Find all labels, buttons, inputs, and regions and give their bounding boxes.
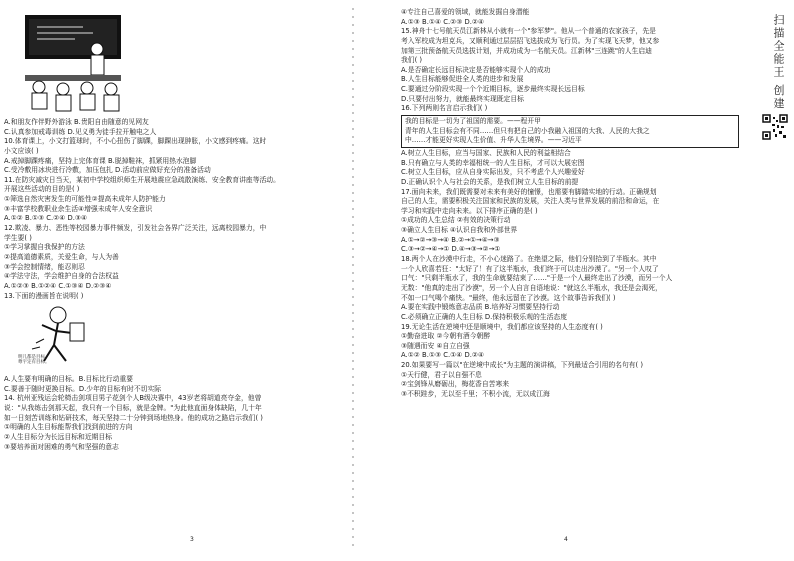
- text-line: ①勤奋进取 ②今朝有酒今朝醉: [401, 332, 491, 341]
- cartoon-caption: 明儿都是目标，尊宇定有目标。: [18, 354, 50, 366]
- text-line: ①成功的人生总结 ②有效的决策行动: [401, 216, 511, 225]
- text-line: ②提高道德素质，关爱生命，与人为善: [4, 252, 119, 261]
- text-line: C.要通过分阶段实现一个个近期目标，逐步最终实现长远目标: [401, 85, 585, 94]
- text-line: A.①→②→③→④ B.②→①→④→③: [401, 235, 500, 244]
- text-line: C.树立人生目标，应从自身实际出发，只不考虑个人兴趣爱好: [401, 168, 585, 177]
- text-line: ③要培养面对困难的勇气和坚强的意志: [4, 442, 119, 451]
- text-line: A.①③ B.①④ C.②③ D.②④: [401, 17, 485, 26]
- text-line: B.只有确立与人类的幸福相统一的人生目标，才可以大展宏图: [401, 158, 585, 167]
- text-line: 15.神舟十七号航天员江新林从小就有一个"参军梦"。他从一个普通的农家孩子，先是: [401, 27, 656, 36]
- text-line: ①天行健，君子以自强不息: [401, 370, 482, 379]
- text-line: 一个人欣喜若狂："太好了！有了这半瓶水，我们终于可以走出沙漠了。"另一个人叹了: [401, 264, 659, 273]
- text-line: D.只要付出努力，就能最终实现既定目标: [401, 94, 524, 103]
- text-line: A.是否确定长远目标决定是否能够实现个人的成功: [401, 65, 551, 74]
- text-line: A.①② B.①③ C.②④ D.③④: [4, 214, 88, 223]
- right-column: [401, 8, 753, 400]
- text-line: A.戒掉脚踝疼痛，坚持上完体育课 B.脱掉鞋袜，抓紧用热水泡脚: [4, 156, 197, 165]
- quote-box: [401, 115, 739, 148]
- text-line: ①明确的人生目标能帮我们找到前进的方向: [4, 423, 133, 432]
- quote-line: 青年的人生目标会有不同……但只有把自己的小我融入祖国的大我、人民的大我之: [405, 126, 650, 135]
- text-line: ③确立人生目标 ④认识自我和外部世界: [401, 226, 518, 235]
- text-line: A.①②③ B.①②④ C.①③④ D.②③④: [4, 281, 112, 290]
- text-line: 13.下面的漫画旨在说明( ): [4, 291, 84, 300]
- text-line: 18.两个人在沙漠中行走，不小心迷路了。在绝望之际，他们分别拾到了半瓶水。其中: [401, 255, 657, 264]
- text-line: ②人生目标分为长远目标和近期目标: [4, 433, 113, 442]
- text-line: 加第三批预备航天员选拔计划，并成功成为一名航天员。江新林"三连跳"的人生启迪: [401, 46, 652, 55]
- page-number: 4: [564, 536, 568, 543]
- right-page: [397, 0, 794, 561]
- text-line: ②宝剑锋从磨砺出，梅花香自苦寒来: [401, 380, 510, 389]
- text-line: 学习和实践中走向未来。以下排序正确的是( ): [401, 206, 538, 215]
- text-line: ③随遇而安 ④自立自强: [401, 341, 470, 350]
- text-line: ①筛选自然灾害发生的可能性②提高未成年人防护能力: [4, 195, 166, 204]
- fold-line-icon: [352, 8, 354, 548]
- scanner-watermark: 扫描全能王 创建: [772, 14, 785, 111]
- text-line: 12.欺凌、暴力、恶性等校园暴力事件频发，引发社会各界广泛关注，远离校园暴力，中: [4, 224, 267, 233]
- text-line: A.要在实践中锻炼意志品质 B.培养好习惯要坚持行动: [401, 303, 560, 312]
- left-question-block-2: [4, 375, 350, 452]
- text-line: ③不积跬步，无以至千里；不积小流，无以成江海: [401, 389, 550, 398]
- text-line: 说："从我练击剑那天起，我只有一个目标，就是金牌。"为此他直面身体缺陷，几十年: [4, 404, 262, 413]
- text-line: 考入军校成为坦克兵，又顺利通过层层招飞选拔成为飞行员。为了实现飞天梦，他又参: [401, 36, 660, 45]
- text-line: 14. 杭州亚残运会轮椅击剑项目男子花剑个人B级决赛中，43岁老将胡道亮夺金，他曾: [4, 394, 262, 403]
- text-line: A.人生要有明确的目标。B.目标比行动重要: [4, 375, 134, 384]
- text-line: ④专注自己喜爱的领域，就能发掘自身潜能: [401, 8, 530, 16]
- text-line: A.和朋友作伴野外游泳 B.贵阳自由随意的见网友: [4, 118, 149, 126]
- text-line: 无数："他真的走出了沙漠"，另一个人自言自语地说："就这么半瓶水，我还是会渴死，: [401, 283, 662, 292]
- cartoon-illustration: [18, 303, 88, 373]
- text-line: 19.无论生活在逆境中还是顺境中，我们都应该坚持的人生态度有( ): [401, 322, 603, 331]
- text-line: 11.在防灾减灾日当天，某初中学校组织师生开展地震应急疏散演练、安全教育讲座等活动。: [4, 175, 280, 184]
- text-line: A.树立人生目标，应当与国家、民族和人民的利益相结合: [401, 148, 571, 157]
- classroom-illustration: [22, 8, 124, 114]
- text-line: C.必须确立正确的人生目标 D.保持积极乐观的生活态度: [401, 312, 567, 321]
- left-column: [0, 8, 350, 452]
- quote-line: 中……才能更好实现人生价值、升华人生境界。——习近平: [405, 136, 582, 145]
- text-line: 17.面向未来，我们既需要对未来有美好的憧憬，也需要有脚踏实地的行动。正确规划: [401, 187, 657, 196]
- text-line: 自己的人生，需要积极关注国家和民族的发展，关注人类与世界发展的前沿和命运，在: [401, 197, 660, 206]
- text-line: 20.如果要写一篇以"在逆境中成长"为主题的演讲稿，下列最适合引用的名句有( ): [401, 361, 644, 370]
- text-line: 开展这些活动的目的是( ): [4, 185, 80, 194]
- text-line: ③丰富学校教职业余生活④增强未成年人安全意识: [4, 204, 153, 213]
- classroom-drawing-icon: [23, 9, 123, 113]
- text-line: C.③→②→④→① D.④→③→②→①: [401, 245, 501, 254]
- quote-line: 我的目标是一切为了祖国的需要。——程开甲: [405, 117, 541, 126]
- text-line: 小文应该( ): [4, 146, 39, 155]
- text-line: ③学会控制情绪，能忍则忍: [4, 262, 85, 271]
- text-line: 学生要( ): [4, 233, 32, 242]
- text-line: ①学习掌握自我保护的方法: [4, 243, 85, 252]
- text-line: ④学法守法，学会维护自身的合法权益: [4, 272, 119, 281]
- text-line: 16.下列两则名言启示我们( ): [401, 104, 488, 113]
- text-line: B.人生目标能够促进全人类的进步和发展: [401, 75, 524, 84]
- text-line: C.要善于随时更换目标。D.少年的目标有时不切实际: [4, 384, 162, 393]
- text-line: D.正确认识个人与社会的关系，是我们树立人生目标的前提: [401, 177, 579, 186]
- text-line: 不如一口气喝个痛快。"最终，他永远留在了沙漠。这个故事告诉我们( ): [401, 293, 616, 302]
- left-question-block: [4, 118, 350, 301]
- page-number: 3: [190, 536, 194, 543]
- text-line: C.认真参加戒毒训练 D.见义勇为徒手拉开触电之人: [4, 127, 157, 136]
- text-line: 我们( ): [401, 56, 423, 65]
- text-line: 10.体育课上，小文打篮球时，不小心扭伤了脚踝，脚踝出现肿胀，小文感到疼痛。这时: [4, 137, 267, 146]
- text-line: 口气："只剩半瓶水了，我的生命就要结束了……"于是一个人最终走出了沙漠，而另一个人: [401, 274, 673, 283]
- qr-code-icon: [762, 114, 788, 140]
- text-line: C.受冷敷用冰块进行冷敷，加压包扎 D.活动前应做好充分的准备活动: [4, 166, 211, 175]
- text-line: 如一日刻苦训练和钻研技术，每天坚持二十分钟到场地热身。他的成功之路启示我们( ): [4, 413, 263, 422]
- text-line: A.①② B.①③ C.①④ D.②④: [401, 351, 485, 360]
